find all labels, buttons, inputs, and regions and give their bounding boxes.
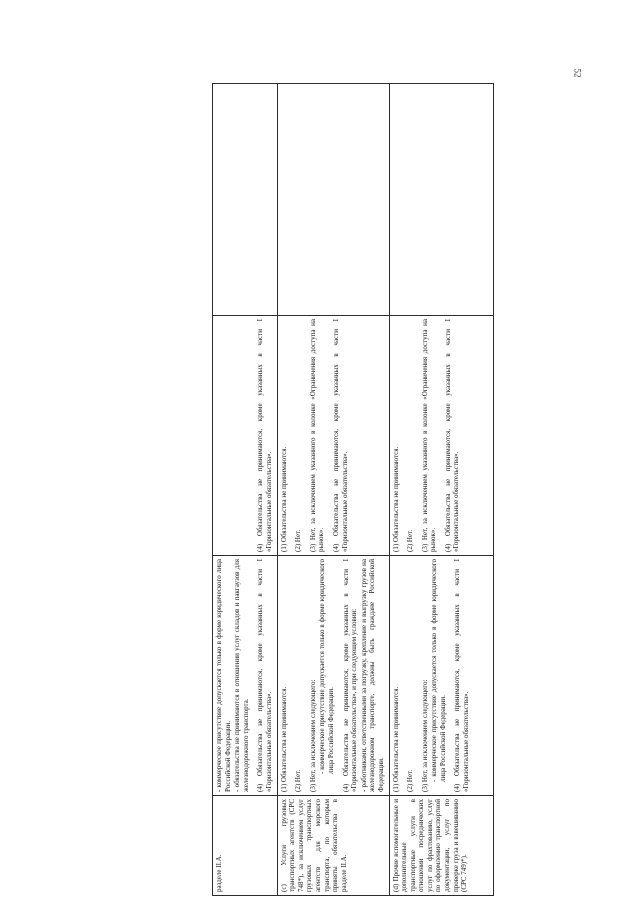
paragraph: - коммерческое присутствие допускается только в форме юридического лица Российской Федерации. [430,559,447,782]
national-treatment-cell [389,316,493,556]
paragraph: (3) Нет, за исключением следующего: [420,679,429,792]
table-row [213,84,278,896]
paragraph: (2) Нет. [406,769,415,792]
market-access-cell [213,556,278,796]
commitments-table [212,83,494,896]
commitments-table-sheet [212,84,484,896]
national-treatment-cell [277,316,389,556]
service-cell [389,796,493,896]
service-cell [213,796,278,896]
paragraph: (4) Обязательства не принимаются, кроме указанных в части I «Горизонтальные обязательства». [256,319,273,552]
national-treatment-cell [213,316,278,556]
paragraph: (4) Обязательства не принимаются, кроме указанных в части I «Горизонтальные обязательства». [331,319,349,552]
paragraph: - коммерческое присутствие допускается только в форме юридического лица Российской Федерации. [318,559,335,774]
paragraph: (3) Нет, за исключением указанного в колонке «Ограничения доступа на рынок». [308,319,326,552]
paragraph: (2) Нет. [294,769,303,792]
service-text: (d) Прочие вспомогательные и дополнительные транспортные услуги в отношении посреднических услуг по фрахтованию, услуг по оформлению транспортной документации, услуг по проверке груза и взвешиванию (CPC 749)*). [391,799,469,892]
paragraph: (1) Обязательства не принимаются. [279,446,288,552]
service-text: (c) Услуги грузовых транспортных агентств (CPC 748*), за исключением услуг грузовых транспортных агентств для морского транспорта, по которым приняты обязательства в разделе II.A. [279,799,348,892]
paragraph: (2) Нет. [406,529,415,552]
table-row [277,84,389,896]
page-number: 52 [572,68,583,78]
additional-commitments-cell [389,84,493,316]
paragraph: (1) Обязательства не принимаются. [391,446,400,552]
paragraph: (3) Нет, за исключением указанного в колонке «Ограничения доступа на рынок». [420,319,438,552]
market-access-cell [277,556,389,796]
additional-commitments-cell [277,84,389,316]
paragraph: (4) Обязательства не принимаются, кроме указанных в части I «Горизонтальные обязательства», и при следующем условии: [341,559,359,792]
paragraph: - коммерческое присутствие допускается только в форме юридического лица Российской Федерации. [215,559,232,792]
service-text: разделе II.A. [215,854,223,892]
paragraph: (4) Обязательства не принимаются, кроме указанных в части I «Горизонтальные обязательства». [453,559,471,792]
paragraph: (2) Нет. [294,529,303,552]
paragraph: (1) Обязательства не принимаются. [391,686,400,792]
paragraph: - обязательства не принимаются в отношении услуг складов и пакгаузов для железнодорожного транспорта. [233,559,250,792]
paragraph: (4) Обязательства не принимаются, кроме указанных в части I «Горизонтальные обязательства». [443,319,461,552]
table-row [389,84,493,896]
paragraph: (3) Нет, за исключением следующего: [308,679,317,792]
market-access-cell [389,556,493,796]
paragraph: (4) Обязательства не принимаются, кроме указанных в части I «Горизонтальные обязательства». [256,559,273,792]
paragraph: - работниками, ответственными за погрузку, крепление и выгрузку грузов на железнодорожном транспорте, должны быть граждане Российской Федерации. [359,559,385,792]
service-cell [277,796,389,896]
additional-commitments-cell [213,84,278,316]
paragraph: (1) Обязательства не принимаются. [279,686,288,792]
